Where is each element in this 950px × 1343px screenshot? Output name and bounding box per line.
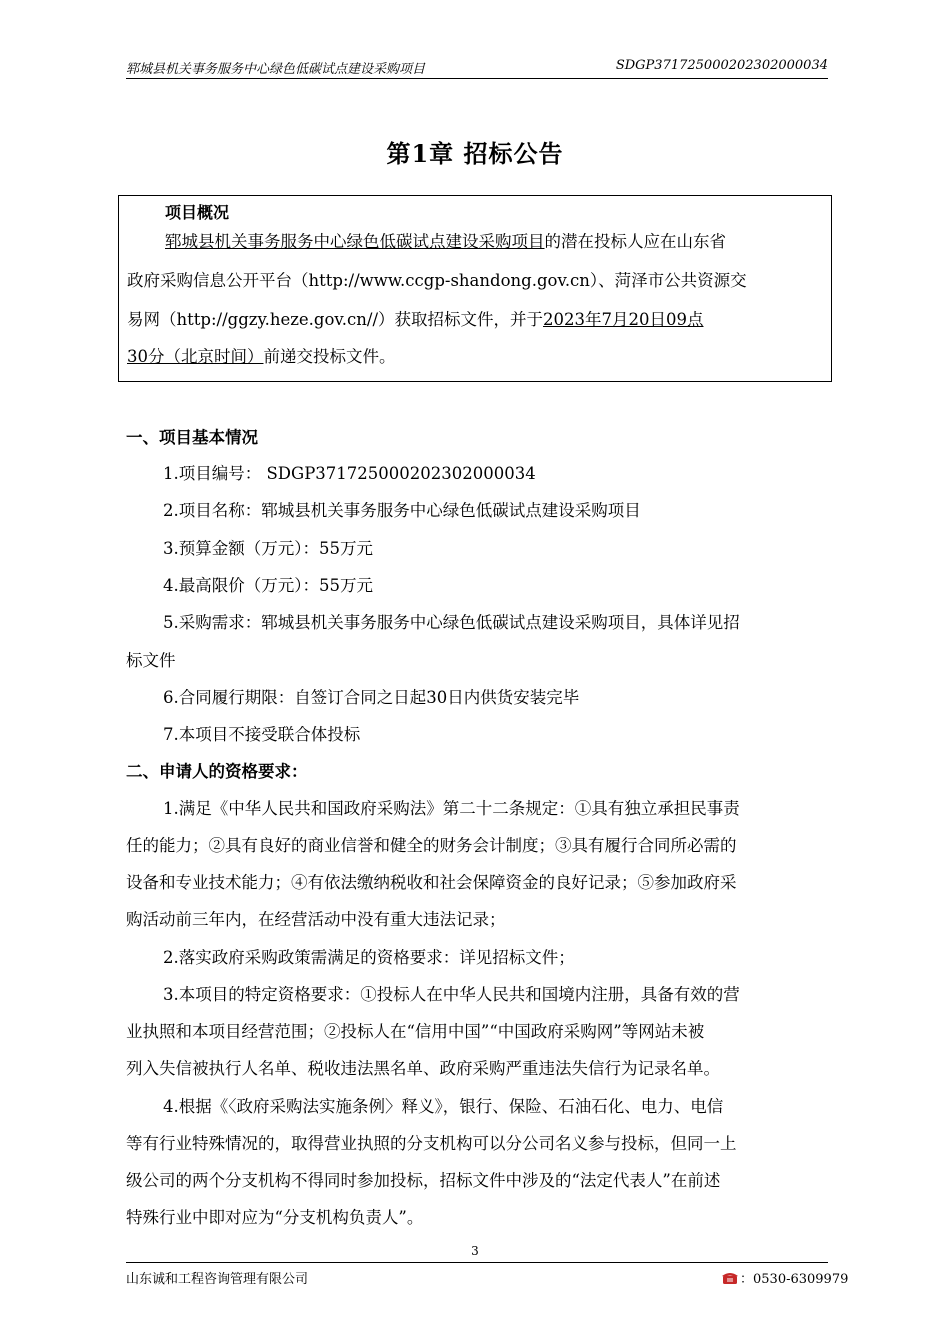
overview-line-1 <box>165 228 726 252</box>
overview-project-name: 郓城县机关事务服务中心绿色低碳试点建设采购项目 <box>165 232 545 251</box>
section-2-line: 3.本项目的特定资格要求：①投标人在中华人民共和国境内注册，具备有效的营 <box>163 985 740 1004</box>
page-header <box>126 56 828 79</box>
overview-box <box>118 195 832 382</box>
page-number: 3 <box>471 1244 479 1258</box>
footer-company: 山东诚和工程咨询管理有限公司 <box>126 1272 309 1287</box>
section-2-line: 4.根据《〈政府采购法实施条例〉释义》，银行、保险、石油石化、电力、电信 <box>163 1097 724 1116</box>
section-1-item: 5.采购需求：郓城县机关事务服务中心绿色低碳试点建设采购项目，具体详见招 <box>163 613 740 632</box>
section-2-line: 2.落实政府采购政策需满足的资格要求：详见招标文件； <box>163 948 575 967</box>
footer-phone <box>722 1268 848 1287</box>
overview-line-4-suffix: 前递交投标文件。 <box>263 347 396 366</box>
section-2-line: 级公司的两个分支机构不得同时参加投标，招标文件中涉及的“法定代表人”在前述 <box>126 1171 721 1190</box>
overview-heading: 项目概况 <box>165 203 230 222</box>
section-1-item: 2.项目名称：郓城县机关事务服务中心绿色低碳试点建设采购项目 <box>163 501 641 520</box>
header-project-code: SDGP371725000202302000034 <box>615 58 828 73</box>
header-project-name: 郓城县机关事务服务中心绿色低碳试点建设采购项目 <box>126 62 426 77</box>
overview-deadline-time: 30分（北京时间） <box>127 347 264 366</box>
section-2-line: 设备和专业技术能力；④有依法缴纳税收和社会保障资金的良好记录；⑤参加政府采 <box>126 873 737 892</box>
overview-line-3-prefix: 易网（http://ggzy.heze.gov.cn//）获取招标文件，并于 <box>127 310 544 329</box>
section-2-line: 1.满足《中华人民共和国政府采购法》第二十二条规定：①具有独立承担民事责 <box>163 799 740 818</box>
section-2-heading: 二、申请人的资格要求： <box>126 762 308 781</box>
footer-divider <box>126 1262 828 1263</box>
chapter-title: 第1章 招标公告 <box>386 139 564 168</box>
section-2-line: 特殊行业中即对应为“分支机构负责人”。 <box>126 1208 424 1227</box>
overview-line-3 <box>127 306 704 330</box>
overview-line-2: 政府采购信息公开平台（http://www.ccgp-shandong.gov.cn）、菏泽市公共资源交 <box>127 271 747 290</box>
section-1-item: 4.最高限价（万元）：55万元 <box>163 576 373 595</box>
overview-line-4 <box>127 343 396 367</box>
section-1-item: 标文件 <box>126 651 176 670</box>
section-2-line: 任的能力；②具有良好的商业信誉和健全的财务会计制度；③具有履行合同所必需的 <box>126 836 737 855</box>
section-2-line: 等有行业特殊情况的，取得营业执照的分支机构可以分公司名义参与投标，但同一上 <box>126 1134 737 1153</box>
footer-phone-number: ：0530-6309979 <box>740 1272 849 1287</box>
section-1-item: 7.本项目不接受联合体投标 <box>163 725 361 744</box>
section-2-line: 列入失信被执行人名单、税收违法黑名单、政府采购严重违法失信行为记录名单。 <box>126 1059 720 1078</box>
section-2-line: 购活动前三年内，在经营活动中没有重大违法记录； <box>126 910 506 929</box>
telephone-icon <box>722 1272 738 1284</box>
overview-line-1-suffix: 的潜在投标人应在山东省 <box>544 232 726 251</box>
section-1-heading: 一、项目基本情况 <box>126 428 258 447</box>
section-1-item: 3.预算金额（万元）：55万元 <box>163 539 373 558</box>
section-1-item: 6.合同履行期限：自签订合同之日起30日内供货安装完毕 <box>163 688 580 707</box>
overview-deadline-date: 2023年7月20日09点 <box>543 310 704 329</box>
section-2-line: 业执照和本项目经营范围；②投标人在“信用中国”“中国政府采购网”等网站未被 <box>126 1022 705 1041</box>
section-1-item: 1.项目编号： SDGP371725000202302000034 <box>163 464 536 483</box>
